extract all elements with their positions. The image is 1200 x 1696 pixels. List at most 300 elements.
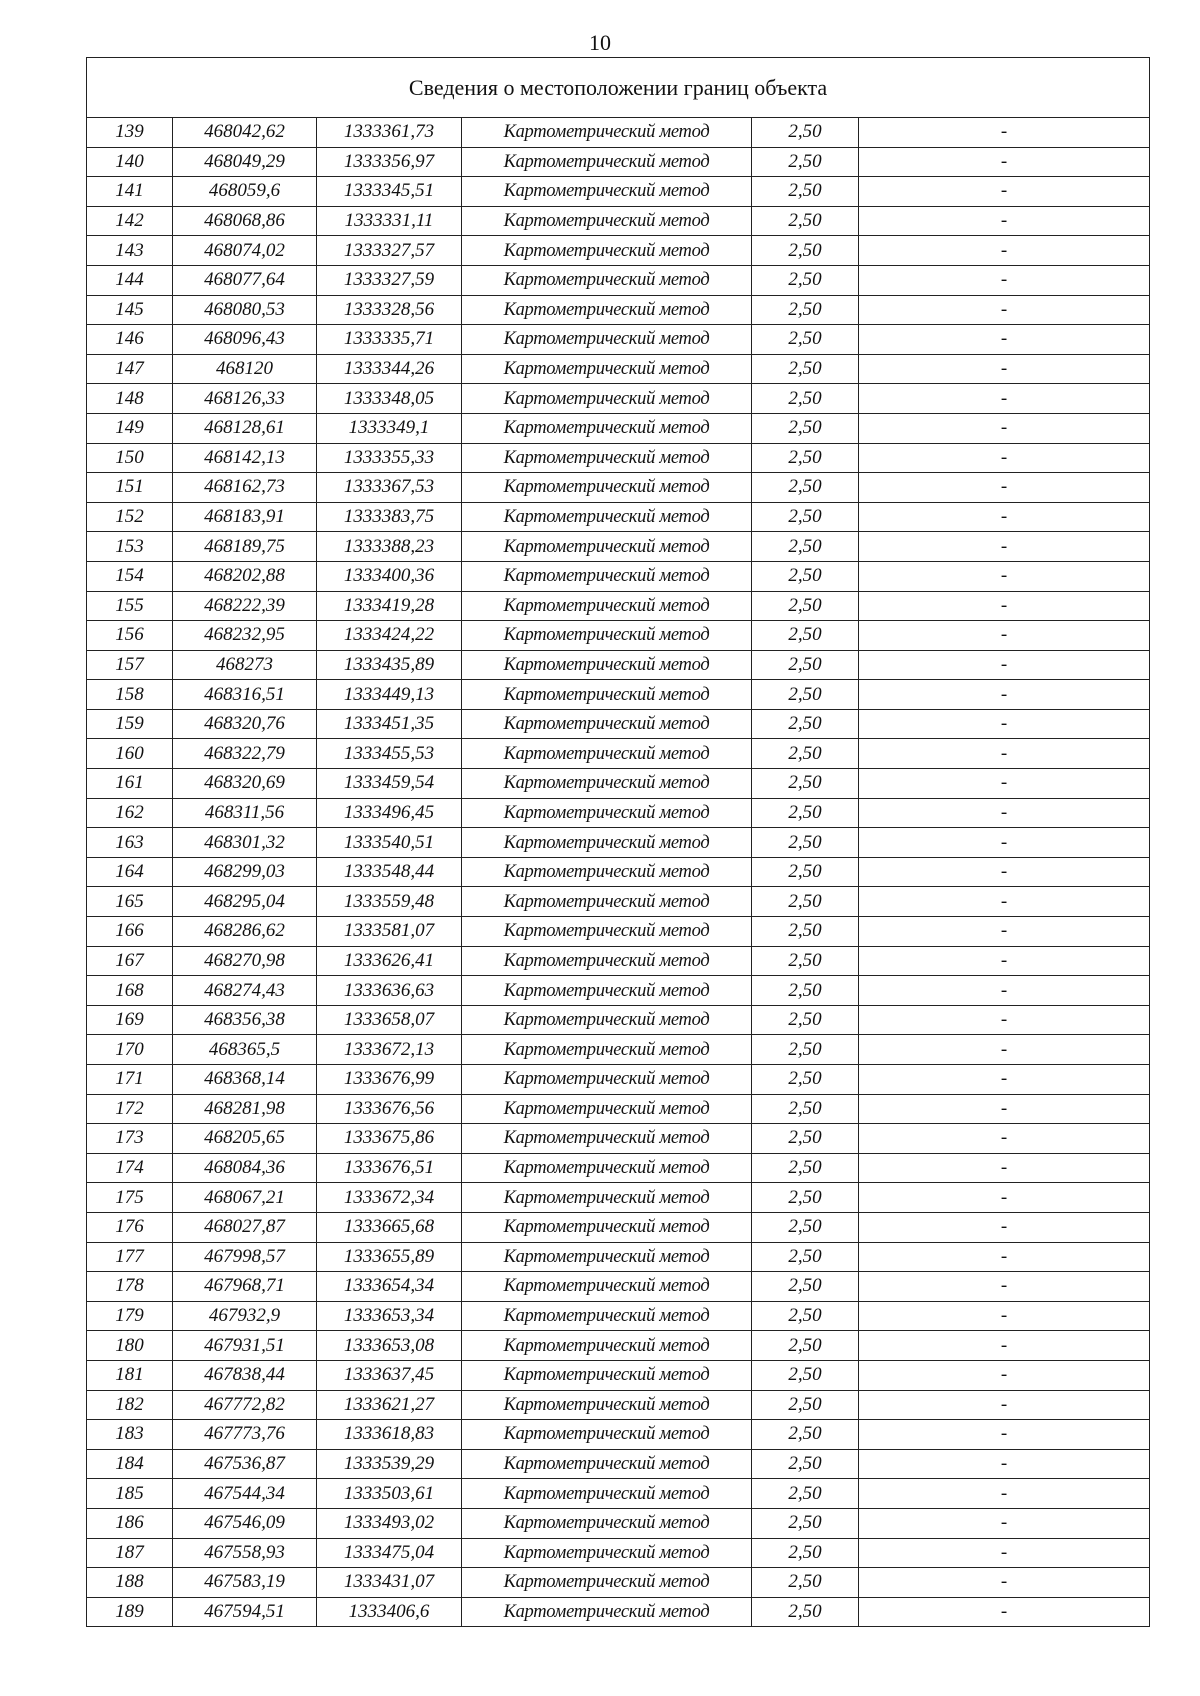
x-coordinate-cell: 467558,93 (173, 1538, 317, 1568)
y-coordinate-cell: 1333637,45 (317, 1360, 462, 1390)
x-coordinate-cell: 467583,19 (173, 1568, 317, 1598)
accuracy-cell: 2,50 (752, 265, 859, 295)
table-row (87, 1242, 1150, 1272)
table-row (87, 1390, 1150, 1420)
y-coordinate-cell: 1333349,1 (317, 413, 462, 443)
table-row (87, 650, 1150, 680)
x-coordinate-cell: 468202,88 (173, 561, 317, 591)
description-cell: - (859, 1183, 1150, 1213)
y-coordinate-cell: 1333449,13 (317, 680, 462, 710)
y-coordinate-cell: 1333335,71 (317, 325, 462, 355)
point-number-cell: 178 (87, 1272, 173, 1302)
method-cell: Картометрический метод (462, 1597, 752, 1627)
table-row (87, 532, 1150, 562)
y-coordinate-cell: 1333626,41 (317, 946, 462, 976)
point-number-cell: 162 (87, 798, 173, 828)
description-cell: - (859, 443, 1150, 473)
x-coordinate-cell: 468274,43 (173, 976, 317, 1006)
y-coordinate-cell: 1333539,29 (317, 1449, 462, 1479)
y-coordinate-cell: 1333419,28 (317, 591, 462, 621)
description-cell: - (859, 1094, 1150, 1124)
description-cell: - (859, 177, 1150, 207)
table-row (87, 473, 1150, 503)
accuracy-cell: 2,50 (752, 798, 859, 828)
method-cell: Картометрический метод (462, 384, 752, 414)
table-row (87, 1538, 1150, 1568)
y-coordinate-cell: 1333676,56 (317, 1094, 462, 1124)
y-coordinate-cell: 1333345,51 (317, 177, 462, 207)
description-cell: - (859, 739, 1150, 769)
table-row (87, 1094, 1150, 1124)
point-number-cell: 169 (87, 1005, 173, 1035)
point-number-cell: 161 (87, 769, 173, 799)
description-cell: - (859, 1153, 1150, 1183)
method-cell: Картометрический метод (462, 1301, 752, 1331)
table-title: Сведения о местоположении границ объекта (87, 58, 1150, 118)
table-row (87, 976, 1150, 1006)
point-number-cell: 179 (87, 1301, 173, 1331)
method-cell: Картометрический метод (462, 1272, 752, 1302)
method-cell: Картометрический метод (462, 413, 752, 443)
method-cell: Картометрический метод (462, 1360, 752, 1390)
accuracy-cell: 2,50 (752, 709, 859, 739)
method-cell: Картометрический метод (462, 265, 752, 295)
method-cell: Картометрический метод (462, 532, 752, 562)
accuracy-cell: 2,50 (752, 621, 859, 651)
accuracy-cell: 2,50 (752, 384, 859, 414)
y-coordinate-cell: 1333475,04 (317, 1538, 462, 1568)
point-number-cell: 166 (87, 917, 173, 947)
point-number-cell: 181 (87, 1360, 173, 1390)
x-coordinate-cell: 468183,91 (173, 502, 317, 532)
accuracy-cell: 2,50 (752, 325, 859, 355)
description-cell: - (859, 621, 1150, 651)
table-row (87, 1449, 1150, 1479)
method-cell: Картометрический метод (462, 206, 752, 236)
table-row (87, 828, 1150, 858)
method-cell: Картометрический метод (462, 236, 752, 266)
accuracy-cell: 2,50 (752, 177, 859, 207)
description-cell: - (859, 1212, 1150, 1242)
x-coordinate-cell: 467594,51 (173, 1597, 317, 1627)
method-cell: Картометрический метод (462, 177, 752, 207)
y-coordinate-cell: 1333621,27 (317, 1390, 462, 1420)
point-number-cell: 143 (87, 236, 173, 266)
table-row (87, 177, 1150, 207)
y-coordinate-cell: 1333672,13 (317, 1035, 462, 1065)
table-row (87, 265, 1150, 295)
x-coordinate-cell: 468295,04 (173, 887, 317, 917)
description-cell: - (859, 206, 1150, 236)
description-cell: - (859, 118, 1150, 148)
x-coordinate-cell: 467932,9 (173, 1301, 317, 1331)
method-cell: Картометрический метод (462, 709, 752, 739)
description-cell: - (859, 1449, 1150, 1479)
table-row (87, 1479, 1150, 1509)
table-row (87, 384, 1150, 414)
table-row (87, 1568, 1150, 1598)
method-cell: Картометрический метод (462, 739, 752, 769)
table-title-row (87, 58, 1150, 118)
method-cell: Картометрический метод (462, 976, 752, 1006)
accuracy-cell: 2,50 (752, 1094, 859, 1124)
description-cell: - (859, 946, 1150, 976)
x-coordinate-cell: 467931,51 (173, 1331, 317, 1361)
x-coordinate-cell: 468222,39 (173, 591, 317, 621)
table-row (87, 1272, 1150, 1302)
method-cell: Картометрический метод (462, 1242, 752, 1272)
description-cell: - (859, 384, 1150, 414)
point-number-cell: 175 (87, 1183, 173, 1213)
accuracy-cell: 2,50 (752, 532, 859, 562)
description-cell: - (859, 561, 1150, 591)
y-coordinate-cell: 1333676,99 (317, 1065, 462, 1095)
description-cell: - (859, 295, 1150, 325)
y-coordinate-cell: 1333658,07 (317, 1005, 462, 1035)
description-cell: - (859, 680, 1150, 710)
point-number-cell: 174 (87, 1153, 173, 1183)
point-number-cell: 176 (87, 1212, 173, 1242)
table-row (87, 857, 1150, 887)
x-coordinate-cell: 468299,03 (173, 857, 317, 887)
y-coordinate-cell: 1333435,89 (317, 650, 462, 680)
description-cell: - (859, 1065, 1150, 1095)
table-row (87, 1331, 1150, 1361)
description-cell: - (859, 798, 1150, 828)
table-row (87, 680, 1150, 710)
point-number-cell: 177 (87, 1242, 173, 1272)
accuracy-cell: 2,50 (752, 1508, 859, 1538)
point-number-cell: 170 (87, 1035, 173, 1065)
description-cell: - (859, 828, 1150, 858)
description-cell: - (859, 325, 1150, 355)
point-number-cell: 139 (87, 118, 173, 148)
point-number-cell: 158 (87, 680, 173, 710)
table-row (87, 443, 1150, 473)
point-number-cell: 145 (87, 295, 173, 325)
point-number-cell: 189 (87, 1597, 173, 1627)
x-coordinate-cell: 468128,61 (173, 413, 317, 443)
accuracy-cell: 2,50 (752, 1005, 859, 1035)
method-cell: Картометрический метод (462, 118, 752, 148)
y-coordinate-cell: 1333361,73 (317, 118, 462, 148)
description-cell: - (859, 1360, 1150, 1390)
x-coordinate-cell: 468270,98 (173, 946, 317, 976)
table-row (87, 591, 1150, 621)
description-cell: - (859, 887, 1150, 917)
description-cell: - (859, 1272, 1150, 1302)
point-number-cell: 172 (87, 1094, 173, 1124)
accuracy-cell: 2,50 (752, 828, 859, 858)
description-cell: - (859, 236, 1150, 266)
accuracy-cell: 2,50 (752, 1597, 859, 1627)
table-row (87, 1153, 1150, 1183)
description-cell: - (859, 1331, 1150, 1361)
description-cell: - (859, 917, 1150, 947)
x-coordinate-cell: 468320,76 (173, 709, 317, 739)
table-row (87, 295, 1150, 325)
description-cell: - (859, 1508, 1150, 1538)
method-cell: Картометрический метод (462, 1420, 752, 1450)
accuracy-cell: 2,50 (752, 473, 859, 503)
table-row (87, 621, 1150, 651)
description-cell: - (859, 769, 1150, 799)
method-cell: Картометрический метод (462, 1005, 752, 1035)
table-row (87, 1360, 1150, 1390)
description-cell: - (859, 502, 1150, 532)
method-cell: Картометрический метод (462, 354, 752, 384)
description-cell: - (859, 473, 1150, 503)
table-row (87, 887, 1150, 917)
point-number-cell: 173 (87, 1124, 173, 1154)
table-row (87, 1065, 1150, 1095)
description-cell: - (859, 354, 1150, 384)
y-coordinate-cell: 1333331,11 (317, 206, 462, 236)
description-cell: - (859, 265, 1150, 295)
accuracy-cell: 2,50 (752, 887, 859, 917)
point-number-cell: 165 (87, 887, 173, 917)
x-coordinate-cell: 468126,33 (173, 384, 317, 414)
description-cell: - (859, 1390, 1150, 1420)
accuracy-cell: 2,50 (752, 769, 859, 799)
method-cell: Картометрический метод (462, 1035, 752, 1065)
table-row (87, 502, 1150, 532)
y-coordinate-cell: 1333618,83 (317, 1420, 462, 1450)
x-coordinate-cell: 467968,71 (173, 1272, 317, 1302)
table-row (87, 769, 1150, 799)
method-cell: Картометрический метод (462, 680, 752, 710)
y-coordinate-cell: 1333348,05 (317, 384, 462, 414)
method-cell: Картометрический метод (462, 473, 752, 503)
method-cell: Картометрический метод (462, 1065, 752, 1095)
point-number-cell: 140 (87, 147, 173, 177)
method-cell: Картометрический метод (462, 917, 752, 947)
x-coordinate-cell: 468120 (173, 354, 317, 384)
table-row (87, 798, 1150, 828)
method-cell: Картометрический метод (462, 502, 752, 532)
x-coordinate-cell: 467546,09 (173, 1508, 317, 1538)
accuracy-cell: 2,50 (752, 1301, 859, 1331)
accuracy-cell: 2,50 (752, 1479, 859, 1509)
point-number-cell: 159 (87, 709, 173, 739)
x-coordinate-cell: 468074,02 (173, 236, 317, 266)
y-coordinate-cell: 1333496,45 (317, 798, 462, 828)
accuracy-cell: 2,50 (752, 118, 859, 148)
x-coordinate-cell: 468232,95 (173, 621, 317, 651)
x-coordinate-cell: 468162,73 (173, 473, 317, 503)
point-number-cell: 146 (87, 325, 173, 355)
accuracy-cell: 2,50 (752, 1360, 859, 1390)
point-number-cell: 164 (87, 857, 173, 887)
point-number-cell: 155 (87, 591, 173, 621)
method-cell: Картометрический метод (462, 1508, 752, 1538)
x-coordinate-cell: 467772,82 (173, 1390, 317, 1420)
y-coordinate-cell: 1333675,86 (317, 1124, 462, 1154)
description-cell: - (859, 1005, 1150, 1035)
y-coordinate-cell: 1333653,34 (317, 1301, 462, 1331)
x-coordinate-cell: 468068,86 (173, 206, 317, 236)
x-coordinate-cell: 468080,53 (173, 295, 317, 325)
y-coordinate-cell: 1333676,51 (317, 1153, 462, 1183)
y-coordinate-cell: 1333356,97 (317, 147, 462, 177)
point-number-cell: 154 (87, 561, 173, 591)
point-number-cell: 167 (87, 946, 173, 976)
point-number-cell: 144 (87, 265, 173, 295)
x-coordinate-cell: 468286,62 (173, 917, 317, 947)
x-coordinate-cell: 468273 (173, 650, 317, 680)
x-coordinate-cell: 468142,13 (173, 443, 317, 473)
y-coordinate-cell: 1333406,6 (317, 1597, 462, 1627)
y-coordinate-cell: 1333367,53 (317, 473, 462, 503)
point-number-cell: 180 (87, 1331, 173, 1361)
method-cell: Картометрический метод (462, 769, 752, 799)
y-coordinate-cell: 1333665,68 (317, 1212, 462, 1242)
accuracy-cell: 2,50 (752, 857, 859, 887)
accuracy-cell: 2,50 (752, 1568, 859, 1598)
table-row (87, 1005, 1150, 1035)
point-number-cell: 147 (87, 354, 173, 384)
table-row (87, 709, 1150, 739)
description-cell: - (859, 147, 1150, 177)
accuracy-cell: 2,50 (752, 1124, 859, 1154)
accuracy-cell: 2,50 (752, 680, 859, 710)
point-number-cell: 153 (87, 532, 173, 562)
table-row (87, 946, 1150, 976)
description-cell: - (859, 709, 1150, 739)
x-coordinate-cell: 468356,38 (173, 1005, 317, 1035)
y-coordinate-cell: 1333383,75 (317, 502, 462, 532)
point-number-cell: 160 (87, 739, 173, 769)
accuracy-cell: 2,50 (752, 413, 859, 443)
table-row (87, 147, 1150, 177)
accuracy-cell: 2,50 (752, 1272, 859, 1302)
x-coordinate-cell: 468027,87 (173, 1212, 317, 1242)
description-cell: - (859, 1301, 1150, 1331)
table-row (87, 1212, 1150, 1242)
y-coordinate-cell: 1333672,34 (317, 1183, 462, 1213)
method-cell: Картометрический метод (462, 1212, 752, 1242)
x-coordinate-cell: 467544,34 (173, 1479, 317, 1509)
table-body (87, 58, 1150, 1627)
description-cell: - (859, 532, 1150, 562)
description-cell: - (859, 1124, 1150, 1154)
method-cell: Картометрический метод (462, 1449, 752, 1479)
point-number-cell: 163 (87, 828, 173, 858)
point-number-cell: 156 (87, 621, 173, 651)
method-cell: Картометрический метод (462, 887, 752, 917)
y-coordinate-cell: 1333503,61 (317, 1479, 462, 1509)
table-row (87, 917, 1150, 947)
boundary-coordinates-table (86, 57, 1150, 1627)
accuracy-cell: 2,50 (752, 206, 859, 236)
accuracy-cell: 2,50 (752, 236, 859, 266)
y-coordinate-cell: 1333388,23 (317, 532, 462, 562)
y-coordinate-cell: 1333431,07 (317, 1568, 462, 1598)
x-coordinate-cell: 468049,29 (173, 147, 317, 177)
table-row (87, 413, 1150, 443)
table-row (87, 236, 1150, 266)
y-coordinate-cell: 1333636,63 (317, 976, 462, 1006)
accuracy-cell: 2,50 (752, 591, 859, 621)
method-cell: Картометрический метод (462, 1124, 752, 1154)
accuracy-cell: 2,50 (752, 354, 859, 384)
point-number-cell: 185 (87, 1479, 173, 1509)
point-number-cell: 186 (87, 1508, 173, 1538)
y-coordinate-cell: 1333459,54 (317, 769, 462, 799)
y-coordinate-cell: 1333451,35 (317, 709, 462, 739)
accuracy-cell: 2,50 (752, 650, 859, 680)
method-cell: Картометрический метод (462, 561, 752, 591)
table-row (87, 561, 1150, 591)
y-coordinate-cell: 1333654,34 (317, 1272, 462, 1302)
accuracy-cell: 2,50 (752, 1212, 859, 1242)
point-number-cell: 151 (87, 473, 173, 503)
x-coordinate-cell: 468311,56 (173, 798, 317, 828)
y-coordinate-cell: 1333400,36 (317, 561, 462, 591)
table-row (87, 1508, 1150, 1538)
accuracy-cell: 2,50 (752, 561, 859, 591)
x-coordinate-cell: 468042,62 (173, 118, 317, 148)
point-number-cell: 171 (87, 1065, 173, 1095)
table-row (87, 354, 1150, 384)
x-coordinate-cell: 468322,79 (173, 739, 317, 769)
table-row (87, 1124, 1150, 1154)
y-coordinate-cell: 1333493,02 (317, 1508, 462, 1538)
x-coordinate-cell: 468320,69 (173, 769, 317, 799)
accuracy-cell: 2,50 (752, 1390, 859, 1420)
description-cell: - (859, 1568, 1150, 1598)
accuracy-cell: 2,50 (752, 1242, 859, 1272)
description-cell: - (859, 591, 1150, 621)
point-number-cell: 188 (87, 1568, 173, 1598)
table-row (87, 1183, 1150, 1213)
description-cell: - (859, 976, 1150, 1006)
x-coordinate-cell: 467998,57 (173, 1242, 317, 1272)
accuracy-cell: 2,50 (752, 295, 859, 325)
page-number: 10 (589, 30, 611, 55)
method-cell: Картометрический метод (462, 621, 752, 651)
method-cell: Картометрический метод (462, 591, 752, 621)
point-number-cell: 168 (87, 976, 173, 1006)
y-coordinate-cell: 1333424,22 (317, 621, 462, 651)
table-row (87, 1420, 1150, 1450)
description-cell: - (859, 1479, 1150, 1509)
table-row (87, 206, 1150, 236)
accuracy-cell: 2,50 (752, 1331, 859, 1361)
x-coordinate-cell: 467773,76 (173, 1420, 317, 1450)
description-cell: - (859, 1420, 1150, 1450)
method-cell: Картометрический метод (462, 1183, 752, 1213)
y-coordinate-cell: 1333455,53 (317, 739, 462, 769)
x-coordinate-cell: 468084,36 (173, 1153, 317, 1183)
point-number-cell: 182 (87, 1390, 173, 1420)
accuracy-cell: 2,50 (752, 917, 859, 947)
point-number-cell: 152 (87, 502, 173, 532)
accuracy-cell: 2,50 (752, 946, 859, 976)
method-cell: Картометрический метод (462, 1538, 752, 1568)
method-cell: Картометрический метод (462, 1568, 752, 1598)
y-coordinate-cell: 1333328,56 (317, 295, 462, 325)
point-number-cell: 142 (87, 206, 173, 236)
method-cell: Картометрический метод (462, 1390, 752, 1420)
method-cell: Картометрический метод (462, 798, 752, 828)
method-cell: Картометрический метод (462, 295, 752, 325)
point-number-cell: 148 (87, 384, 173, 414)
description-cell: - (859, 1242, 1150, 1272)
accuracy-cell: 2,50 (752, 739, 859, 769)
method-cell: Картометрический метод (462, 1479, 752, 1509)
method-cell: Картометрический метод (462, 443, 752, 473)
